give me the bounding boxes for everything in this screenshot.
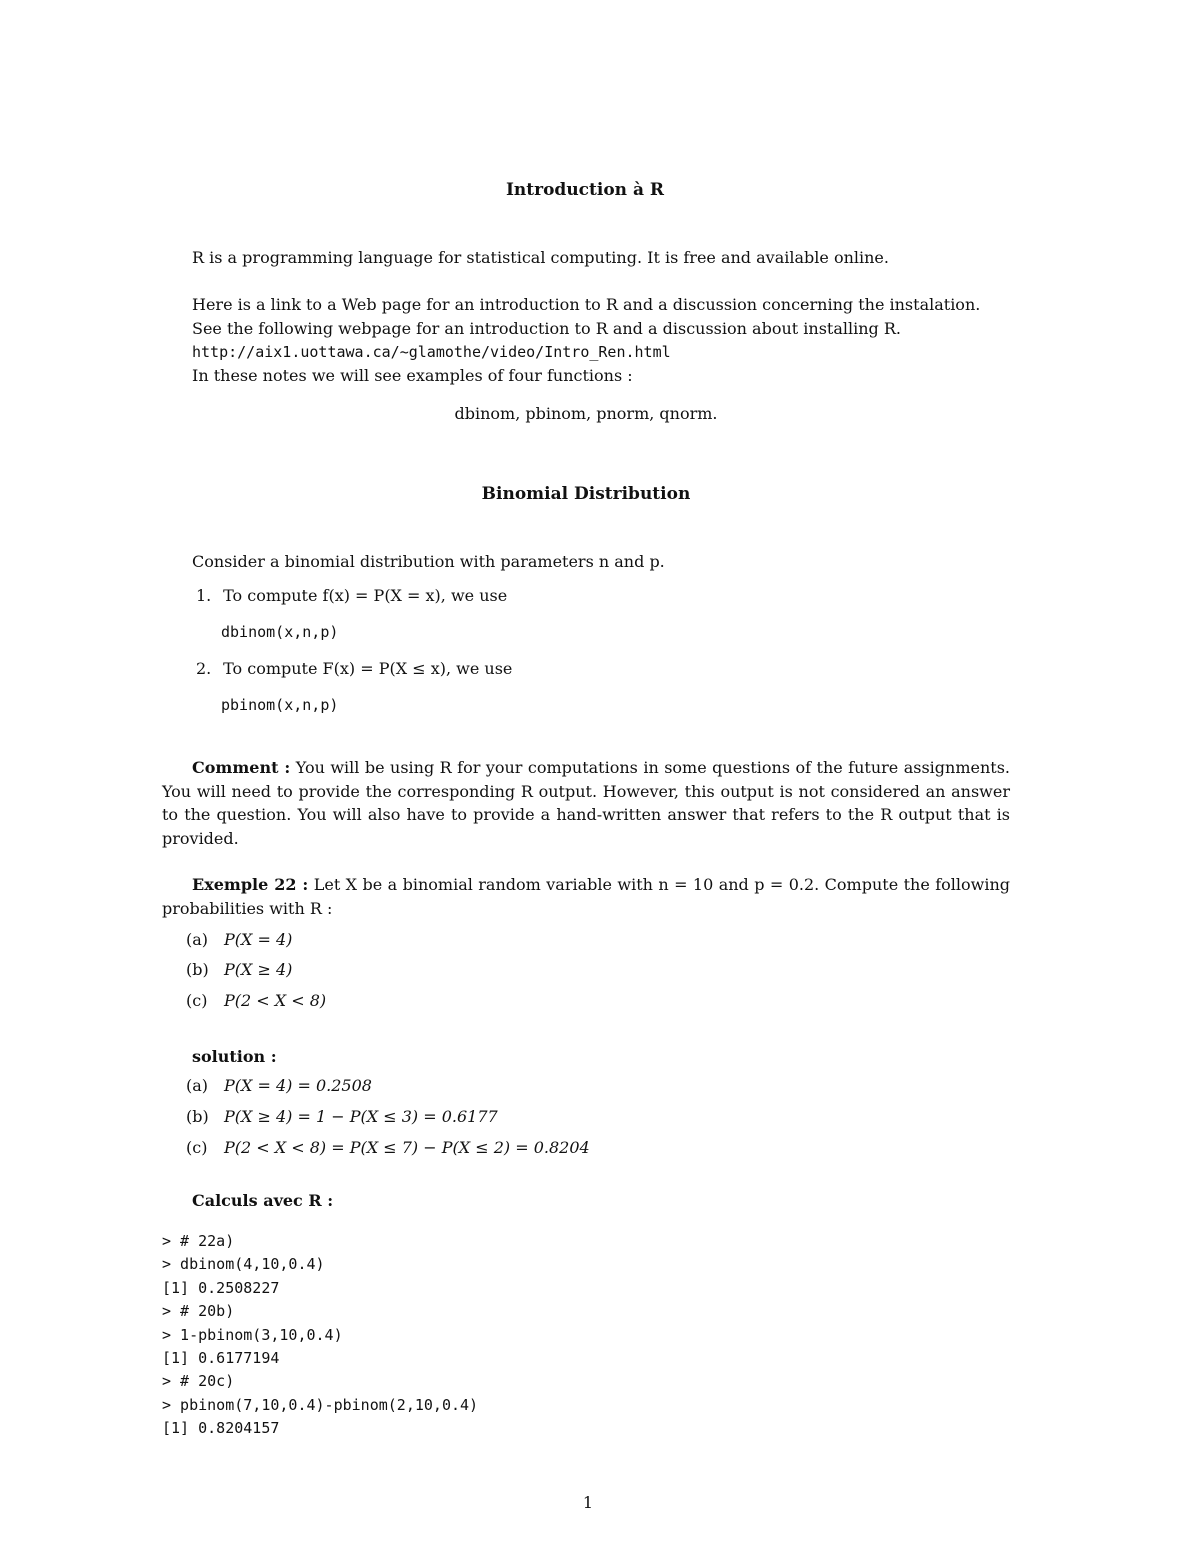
list-item-number: 2.	[196, 659, 212, 678]
examples-line: In these notes we will see examples of four functions :	[192, 366, 633, 385]
functions-list: dbinom, pbinom, pnorm, qnorm.	[454, 404, 718, 423]
list-item-2	[196, 659, 512, 678]
intro-paragraph: R is a programming language for statistical computing. It is free and available online.	[192, 248, 889, 267]
question-expr: P(X ≥ 4)	[224, 960, 293, 979]
example-paragraph	[162, 873, 1010, 920]
code-line: [1] 0.8204157	[162, 1419, 280, 1438]
calc-label: Calculs avec R :	[192, 1191, 334, 1210]
question-b	[186, 960, 292, 979]
solution-item-label: (c)	[186, 1138, 208, 1157]
section-title: Binomial Distribution	[481, 484, 691, 504]
code-line: > 1-pbinom(3,10,0.4)	[162, 1325, 343, 1344]
question-label: (c)	[186, 991, 208, 1010]
solution-item-label: (b)	[186, 1107, 209, 1126]
code-line: > pbinom(7,10,0.4)-pbinom(2,10,0.4)	[162, 1395, 479, 1414]
comment-text: You will be using R for your computations in some questions of the future assignments. You will need to provide the corresponding R output. However, this output is not considered an answer to the question. You will also have to provide a hand-written answer that refers to the R output that is provided.	[162, 758, 1011, 848]
solution-c	[186, 1138, 590, 1157]
code-line: > # 20b)	[162, 1302, 235, 1321]
list-item-1	[196, 586, 507, 605]
link-line-2: See the following webpage for an introduction to R and a discussion about installing R.	[192, 319, 901, 338]
list-item-text: To compute F(x) = P(X ≤ x), we use	[223, 659, 513, 678]
consider-paragraph: Consider a binomial distribution with parameters n and p.	[192, 552, 665, 571]
code-pbinom: pbinom(x,n,p)	[221, 696, 339, 714]
code-line: > dbinom(4,10,0.4)	[162, 1255, 325, 1274]
question-expr: P(2 < X < 8)	[224, 991, 327, 1010]
solution-b	[186, 1107, 498, 1126]
example-label: Exemple 22 :	[192, 875, 309, 894]
page-title: Introduction à R	[505, 180, 665, 200]
tutorial-url-link[interactable]: http://aix1.uottawa.ca/~glamothe/video/Intro_Ren.html	[192, 343, 671, 361]
comment-paragraph	[162, 756, 1010, 850]
example-text: Let X be a binomial random variable with n = 10 and p = 0.2. Compute the following probabilities with R :	[162, 875, 1011, 918]
code-line: > # 20c)	[162, 1372, 235, 1391]
code-line: > # 22a)	[162, 1232, 235, 1250]
solution-label: solution :	[192, 1047, 277, 1066]
r-console-output	[162, 1230, 478, 1441]
question-c	[186, 991, 326, 1010]
solution-expr: P(X ≥ 4) = 1 − P(X ≤ 3) = 0.6177	[224, 1107, 498, 1126]
comment-label: Comment :	[192, 758, 291, 777]
code-line: [1] 0.6177194	[162, 1349, 280, 1368]
question-a	[186, 930, 292, 949]
code-line: [1] 0.2508227	[162, 1278, 280, 1297]
question-label: (a)	[186, 930, 209, 949]
list-item-number: 1.	[196, 586, 212, 605]
link-line-1: Here is a link to a Web page for an introduction to R and a discussion concerning the instalation.	[192, 295, 981, 314]
page-number: 1	[582, 1493, 594, 1512]
solution-a	[186, 1076, 372, 1095]
code-dbinom: dbinom(x,n,p)	[221, 623, 339, 641]
question-label: (b)	[186, 960, 209, 979]
list-item-text: To compute f(x) = P(X = x), we use	[223, 586, 508, 605]
solution-item-label: (a)	[186, 1076, 209, 1095]
solution-expr: P(X = 4) = 0.2508	[224, 1076, 372, 1095]
question-expr: P(X = 4)	[224, 930, 293, 949]
solution-expr: P(2 < X < 8) = P(X ≤ 7) − P(X ≤ 2) = 0.8204	[224, 1138, 590, 1157]
